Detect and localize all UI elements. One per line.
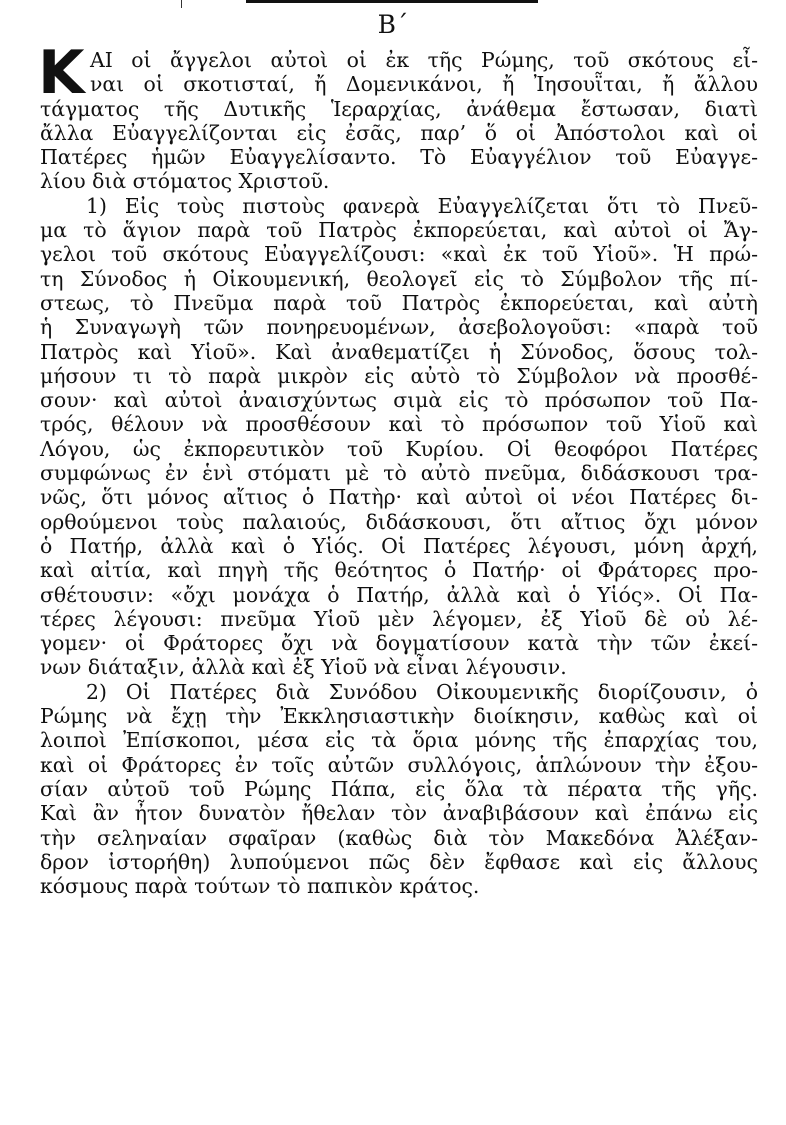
text-line: ναι οἱ σκοτισταί, ἤ Δομενικάνοι, ἤ Ἰησουῗται, ἤ ἄλλου [90,72,758,97]
text-line: καὶ αἰτία, καὶ πηγὴ τῆς θεότητος ὁ Πατήρ· οἱ Φράτορες προ- [40,558,758,583]
text-line: συμφώνως ἐν ἑνὶ στόματι μὲ τὸ αὐτὸ πνεῦμα, διδάσκουσι τρα- [40,461,758,486]
text-line: ἡ Συναγωγὴ τῶν πονηρευομένων, ἀσεβολογοῦσι: «παρὰ τοῦ [40,315,758,340]
drop-cap: Κ [38,38,85,108]
text-line: σίαν αὐτοῦ τοῦ Ρώμης Πάπα, εἰς ὅλα τὰ πέρατα τῆς γῆς. [40,776,758,801]
text-line: στεως, τὸ Πνεῦμα παρὰ τοῦ Πατρὸς ἐκπορεύεται, καὶ αὐτὴ [40,290,758,315]
text-line: Καὶ ἂν ἦτον δυνατὸν ἤθελαν τὸν ἀναβιβάσουν καὶ ἐπάνω εἰς [40,801,758,826]
text-line: ΑΙ οἱ ἄγγελοι αὐτοὶ οἱ ἐκ τῆς Ρώμης, τοῦ σκότους εἶ- [90,48,758,72]
text-line: μήσουν τι τὸ παρὰ μικρὸν εἰς αὐτὸ τὸ Σύμβολον νὰ προσθέ- [40,363,758,388]
text-line: κόσμους παρὰ τούτων τὸ παπικὸν κράτος. [40,874,480,899]
text-line: λίου διὰ στόματος Χριστοῦ. [40,169,330,194]
text-line: σουν· καὶ αὐτοὶ ἀναισχύντως σιμὰ εἰς τὸ πρόσωπον τοῦ Πα- [40,388,758,413]
text-line: τρός, θέλουν νὰ προσθέσουν καὶ τὸ πρόσωπον τοῦ Υἱοῦ καὶ [40,412,758,437]
text-line: ἄλλα Εὐαγγελίζονται εἰς ἐσᾶς, παρ’ ὅ οἱ Ἀπόστολοι καὶ οἱ [40,120,758,145]
text-line: τέρες λέγουσι: πνεῦμα Υἱοῦ μὲν λέγομεν, ἐξ Υἱοῦ δὲ οὐ λέ- [40,606,758,631]
text-line: Λόγου, ὡς ἐκπορευτικὸν τοῦ Κυρίου. Οἱ θεοφόροι Πατέρες [40,436,758,461]
text-line: σθέτουσιν: «ὄχι μονάχα ὁ Πατήρ, ἀλλὰ καὶ ὁ Υἱός». Οἱ Πα- [40,582,758,607]
text-line: γομεν· οἱ Φράτορες ὄχι νὰ δογματίσουν κατὰ τὴν τῶν ἐκεί- [40,631,758,656]
text-line: Πατέρες ἡμῶν Εὐαγγελίσαντο. Τὸ Εὐαγγέλιον τοῦ Εὐαγγε- [40,145,758,170]
text-line: τάγματος τῆς Δυτικῆς Ἱεραρχίας, ἀνάθεμα ἔστωσαν, διατὶ [40,96,758,121]
text-line: Πατρὸς καὶ Υἱοῦ». Καὶ ἀναθεματίζει ἡ Σύνοδος, ὅσους τολ- [40,339,758,364]
body-text [38,38,758,899]
text-line: λοιποὶ Ἐπίσκοποι, μέσα εἰς τὰ ὅρια μόνης τῆς ἐπαρχίας του, [40,728,758,753]
section-heading: Β΄ [377,10,409,39]
text-line: δρον ἱστορήθη) λυπούμενοι πῶς δὲν ἔφθασε καὶ εἰς ἄλλους [40,849,758,874]
text-line: τη Σύνοδος ἡ Οἰκουμενική, θεολογεῖ εἰς τὸ Σύμβολον τῆς πί- [40,266,758,291]
text-line: 1) Εἰς τοὺς πιστοὺς φανερὰ Εὐαγγελίζεται ὅτι τὸ Πνεῦ- [86,193,758,218]
text-line: νῶς, ὅτι μόνος αἴτιος ὁ Πατὴρ· καὶ αὐτοὶ οἱ νέοι Πατέρες δι- [40,485,758,510]
text-line: ὁ Πατήρ, ἀλλὰ καὶ ὁ Υἱός. Οἱ Πατέρες λέγουσι, μόνη ἀρχή, [40,533,758,558]
margin-mark [181,0,182,8]
text-line: καὶ οἱ Φράτορες ἐν τοῖς αὐτῶν συλλόγοις, ἁπλώνουν τὴν ἐξου- [40,752,758,777]
text-line: μα τὸ ἅγιον παρὰ τοῦ Πατρὸς ἐκπορεύεται, καὶ αὐτοὶ οἱ Ἄγ- [40,218,758,243]
text-line: τὴν σεληναίαν σφαῖραν (καθὼς διὰ τὸν Μακεδόνα Ἀλέξαν- [40,825,758,850]
text-line: ορθούμενοι τοὺς παλαιούς, διδάσκουσι, ὅτι αἴτιος ὄχι μόνον [40,509,758,534]
text-line: γελοι τοῦ σκότους Εὐαγγελίζουσι: «καὶ ἐκ τοῦ Υἱοῦ». Ἡ πρώ- [40,242,758,267]
header-rule [246,0,538,3]
text-line: Ρώμης νὰ ἔχῃ τὴν Ἐκκλησιαστικὴν διοίκησιν, καθὼς καὶ οἱ [40,704,758,729]
text-line: νων διάταξιν, ἀλλὰ καὶ ἐξ Υἱοῦ νὰ εἶναι λέγουσιν. [40,655,567,680]
text-line: 2) Οἱ Πατέρες διὰ Συνόδου Οἰκουμενικῆς διορίζουσιν, ὁ [86,679,758,704]
